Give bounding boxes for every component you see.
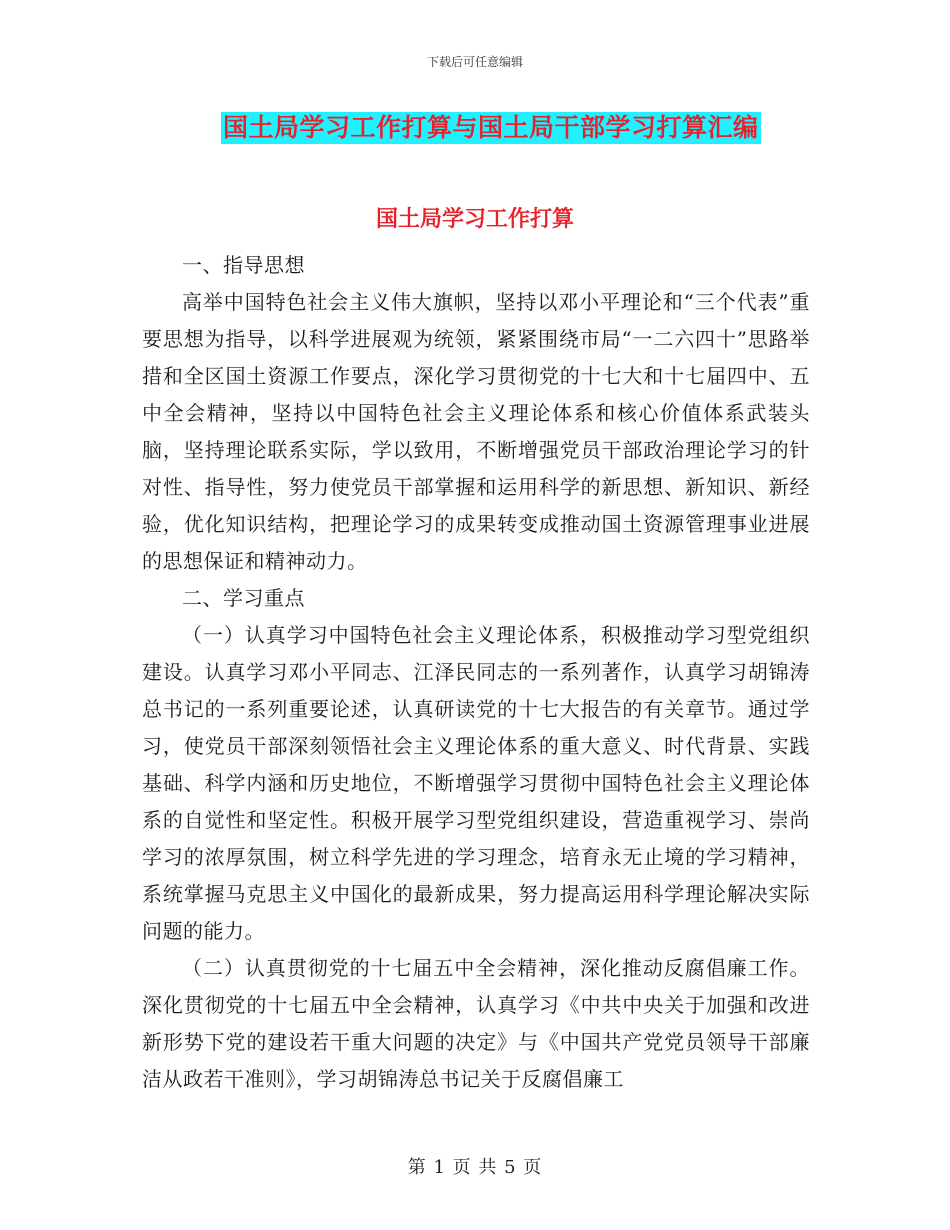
page-footer: 第 1 页 共 5 页 xyxy=(407,1157,543,1178)
paragraph: 高举中国特色社会主义伟大旗帜，坚持以邓小平理论和“三个代表”重要思想为指导，以科学进展观为统领，紧紧围绕市局“一二六四十”思路举措和全区国土资源工作要点，深化学习贯彻党的十七大和十七届四中、五中全会精神，坚持以中国特色社会主义理论体系和核心价值体系武装头脑，坚持理论联系实际，学以致用，不断增强党员干部政治理论学习的针对性、指导性，努力使党员干部掌握和运用科学的新思想、新知识、新经验，优化知识结构，把理论学习的成果转变成推动国土资源管理事业进展的思想保证和精神动力。 xyxy=(142,290,810,573)
paragraph: （二）认真贯彻党的十七届五中全会精神，深化推动反腐倡廉工作。深化贯彻党的十七届五中全会精神，认真学习《中共中央关于加强和改进新形势下党的建设若干重大问题的决定》与《中国共产党党员领导干部廉洁从政若干准则》，学习胡锦涛总书记关于反腐倡廉工 xyxy=(142,956,810,1091)
heading-study-focus: 二、学习重点 xyxy=(182,586,305,610)
header-note: 下载后可任意编辑 xyxy=(426,55,523,69)
document-body xyxy=(142,221,810,1098)
document-title: 国土局学习工作打算与国土局干部学习打算汇编 xyxy=(223,113,759,142)
section-title: 国土局学习工作打算 xyxy=(375,207,574,232)
paragraph: （一）认真学习中国特色社会主义理论体系，积极推动学习型党组织建设。认真学习邓小平同志、江泽民同志的一系列著作，认真学习胡锦涛总书记的一系列重要论述，认真研读党的十七大报告的有关章节。通过学习，使党员干部深刻领悟社会主义理论体系的重大意义、时代背景、实践基础、科学内涵和历史地位，不断增强学习贯彻中国特色社会主义理论体系的自觉性和坚定性。积极开展学习型党组织建设，营造重视学习、崇尚学习的浓厚氛围，树立科学先进的学习理念，培育永无止境的学习精神，系统掌握马克思主义中国化的最新成果，努力提高运用科学理论解决实际问题的能力。 xyxy=(142,623,810,943)
heading-guiding-ideology: 一、指导思想 xyxy=(182,253,305,277)
